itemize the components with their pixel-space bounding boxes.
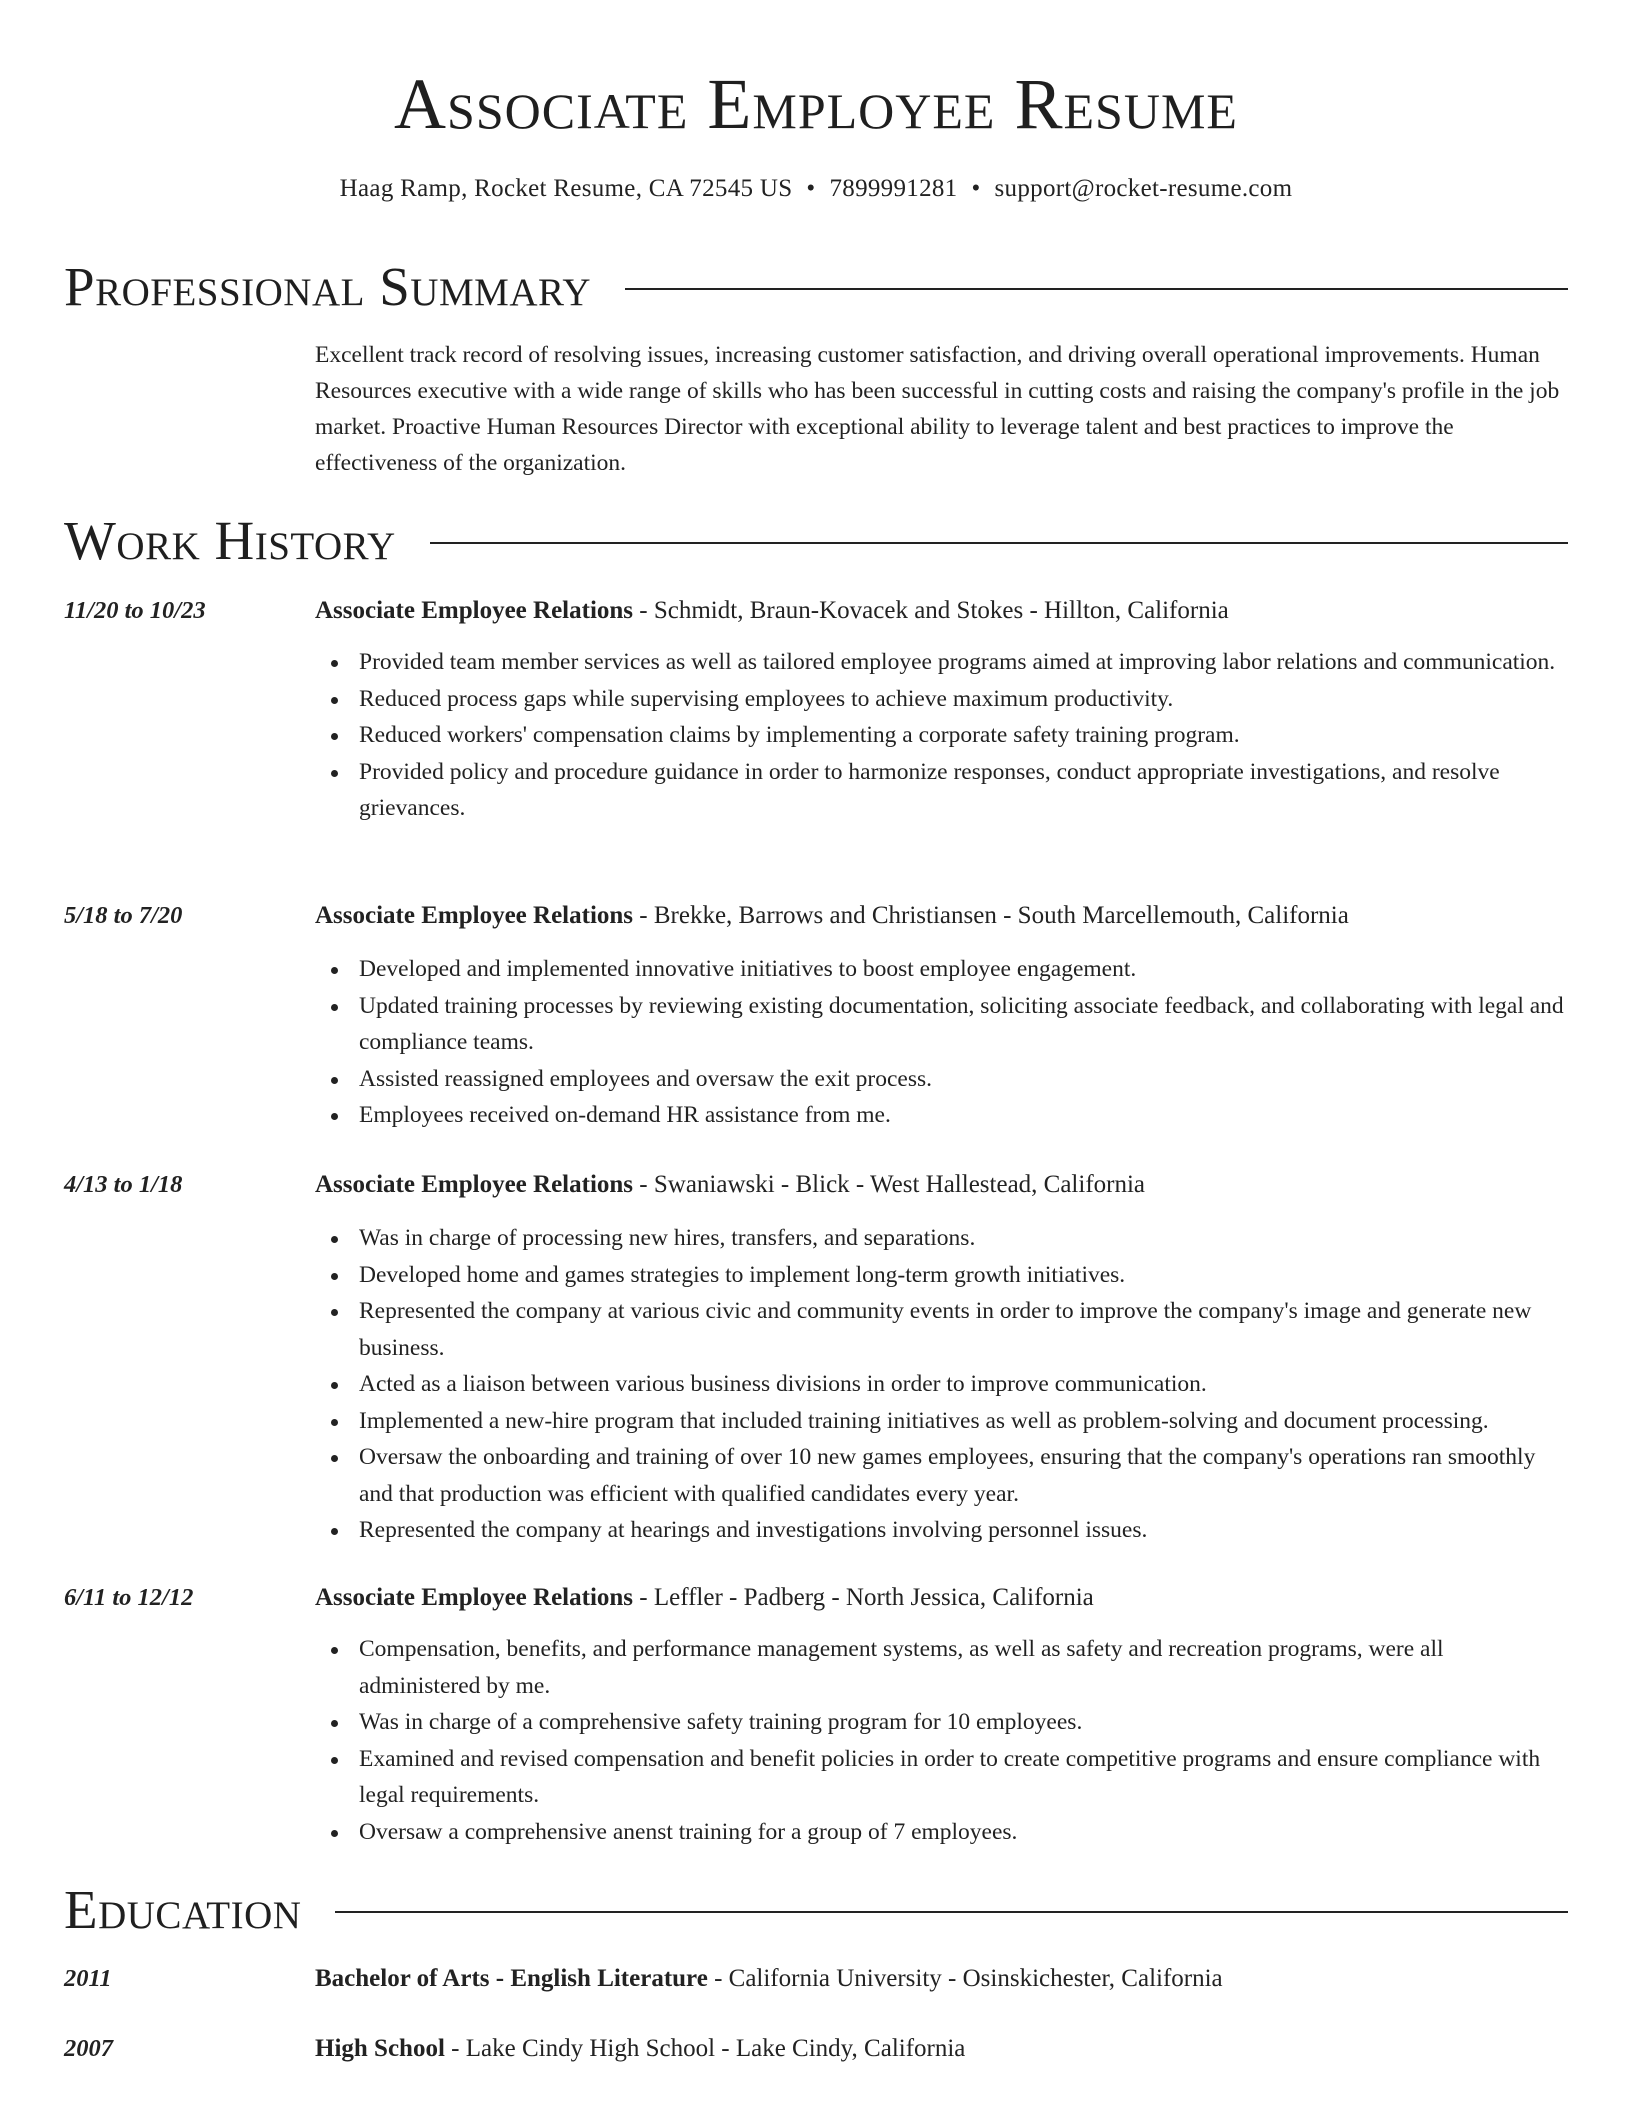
section-heading-education	[64, 1875, 1568, 1945]
job-title: Associate Employee Relations	[315, 1171, 634, 1198]
work-date: 11/20 to 10/23	[64, 597, 206, 624]
list-item: Updated training processes by reviewing existing documentation, soliciting associate feedback, and collaborating with legal and compliance teams.	[359, 988, 1568, 1061]
contact-line	[0, 172, 1632, 206]
list-item: Was in charge of processing new hires, transfers, and separations.	[359, 1220, 1568, 1257]
list-item: Represented the company at various civic and community events in order to improve the company's image and generate new business.	[359, 1293, 1568, 1366]
list-item: Compensation, benefits, and performance management systems, as well as safety and recreation programs, were all administered by me.	[359, 1631, 1568, 1704]
job-title: Associate Employee Relations	[315, 597, 634, 624]
job-employer-location: - Swaniawski - Blick - West Hallestead, California	[633, 1171, 1146, 1198]
list-item: Developed and implemented innovative initiatives to boost employee engagement.	[359, 951, 1568, 988]
list-item: Oversaw a comprehensive anenst training for a group of 7 employees.	[359, 1814, 1568, 1851]
list-item: Was in charge of a comprehensive safety training program for 10 employees.	[359, 1704, 1568, 1741]
work-heading	[315, 594, 1568, 628]
contact-separator: •	[806, 175, 816, 202]
section-heading-work-history	[64, 506, 1568, 576]
professional-summary-text: Excellent track record of resolving issues, increasing customer satisfaction, and driving overall operational improvements. Human Resources executive with a wide range of skills who has been successful in cutting costs and raising the company's profile in the job market. Proactive Human Resources Director with exceptional ability to leverage talent and best practices to improve the effectiveness of the organization.	[315, 342, 1560, 476]
job-employer-location: - Leffler - Padberg - North Jessica, California	[633, 1584, 1094, 1611]
work-bullets	[315, 644, 1568, 827]
list-item: Reduced workers' compensation claims by implementing a corporate safety training program.	[359, 717, 1568, 754]
work-date: 6/11 to 12/12	[64, 1584, 194, 1611]
section-heading-summary	[64, 252, 1568, 322]
section-divider	[625, 288, 1568, 290]
work-heading	[315, 1581, 1568, 1615]
section-heading-label: Work History	[64, 510, 396, 571]
contact-email: support@rocket-resume.com	[994, 175, 1293, 202]
list-item: Implemented a new-hire program that included training initiatives as well as problem-solving and document processing.	[359, 1403, 1568, 1440]
education-heading	[315, 2032, 1568, 2066]
degree: High School	[315, 2035, 445, 2062]
school-location: - Lake Cindy High School - Lake Cindy, California	[444, 2035, 966, 2062]
section-divider	[430, 542, 1568, 544]
education-heading	[315, 1962, 1568, 1996]
work-bullets	[315, 1220, 1568, 1549]
section-heading-label: Education	[64, 1879, 302, 1940]
job-employer-location: - Brekke, Barrows and Christiansen - South Marcellemouth, California	[633, 902, 1349, 929]
list-item: Provided policy and procedure guidance in order to harmonize responses, conduct appropriate investigations, and resolve grievances.	[359, 754, 1568, 827]
work-date: 4/13 to 1/18	[64, 1171, 183, 1198]
list-item: Examined and revised compensation and benefit policies in order to create competitive programs and ensure compliance with legal requirements.	[359, 1741, 1568, 1814]
work-date: 5/18 to 7/20	[64, 902, 183, 929]
list-item: Developed home and games strategies to implement long-term growth initiatives.	[359, 1257, 1568, 1294]
job-employer-location: - Schmidt, Braun-Kovacek and Stokes - Hillton, California	[633, 597, 1229, 624]
contact-phone: 7899991281	[829, 175, 958, 202]
resume-title: Associate Employee Resume	[394, 64, 1238, 144]
list-item: Acted as a liaison between various business divisions in order to improve communication.	[359, 1366, 1568, 1403]
job-title: Associate Employee Relations	[315, 1584, 634, 1611]
work-bullets	[315, 951, 1568, 1134]
work-heading	[315, 899, 1568, 933]
list-item: Represented the company at hearings and investigations involving personnel issues.	[359, 1512, 1568, 1549]
list-item: Employees received on-demand HR assistance from me.	[359, 1097, 1568, 1134]
list-item: Oversaw the onboarding and training of over 10 new games employees, ensuring that the company's operations ran smoothly and that production was efficient with qualified candidates every year.	[359, 1439, 1568, 1512]
work-heading	[315, 1168, 1568, 1202]
list-item: Reduced process gaps while supervising employees to achieve maximum productivity.	[359, 681, 1568, 718]
work-bullets	[315, 1631, 1568, 1850]
list-item: Assisted reassigned employees and oversaw the exit process.	[359, 1061, 1568, 1098]
contact-separator: •	[971, 175, 981, 202]
section-divider	[335, 1911, 1568, 1913]
job-title: Associate Employee Relations	[315, 902, 634, 929]
education-date: 2011	[64, 1965, 112, 1992]
school-location: - California University - Osinskichester, California	[707, 1965, 1223, 1992]
degree: Bachelor of Arts - English Literature	[315, 1965, 708, 1992]
list-item: Provided team member services as well as tailored employee programs aimed at improving labor relations and communication.	[359, 644, 1568, 681]
education-date: 2007	[64, 2035, 113, 2062]
contact-address: Haag Ramp, Rocket Resume, CA 72545 US	[339, 175, 793, 202]
section-heading-label: Professional Summary	[64, 256, 592, 317]
